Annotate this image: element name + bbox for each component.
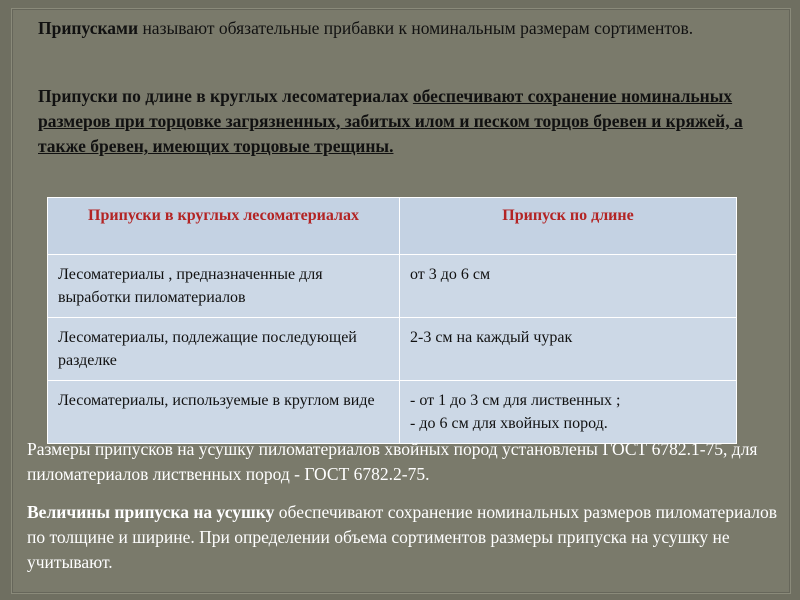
- length-allowance-underlined: обеспечивают сохранение номинальных размеров при торцовке загрязненных, забитых илом и песком торцов бревен и кряжей, а также бревен, имеющих торцовые трещины.: [38, 86, 743, 156]
- table-row: [48, 255, 737, 318]
- intro-term: Припусками: [38, 18, 139, 38]
- header-length-allowance: Припуск по длине: [400, 198, 737, 255]
- length-allowance-lead: Припуски по длине в круглых лесоматериалах: [38, 86, 413, 106]
- table-row: [48, 381, 737, 444]
- cell-allowance: [400, 381, 737, 444]
- shrinkage-text: обеспечивают сохранение номинальных размеров пиломатериалов по толщине и ширине. При определении объема сортиментов размеры припуска на усушку не учитывают.: [27, 502, 778, 572]
- allowance-line: - до 6 см для хвойных пород.: [410, 415, 608, 432]
- table-row: [48, 318, 737, 381]
- intro-text: называют обязательные прибавки к номинальным размерам сортиментов.: [138, 18, 694, 38]
- shrinkage-term: Величины припуска на усушку: [27, 502, 275, 522]
- shrinkage-paragraph: [27, 500, 787, 575]
- intro-paragraph: [38, 16, 758, 41]
- allowance-line: - от 1 до 3 см для лиственных ;: [410, 392, 621, 409]
- cell-material: Лесоматериалы, подлежащие последующей разделке: [48, 318, 400, 381]
- cell-allowance: [400, 318, 737, 381]
- table-header-row: [48, 198, 737, 255]
- cell-allowance: [400, 255, 737, 318]
- allowance-line: от 3 до 6 см: [410, 266, 491, 283]
- length-allowance-paragraph: [38, 84, 758, 159]
- header-material: Припуски в круглых лесоматериалах: [48, 198, 400, 255]
- cell-material: Лесоматериалы, используемые в круглом виде: [48, 381, 400, 444]
- allowance-table: [47, 197, 737, 444]
- cell-material: Лесоматериалы , предназначенные для выработки пиломатериалов: [48, 255, 400, 318]
- allowance-line: 2-3 см на каждый чурак: [410, 329, 573, 346]
- gost-paragraph: Размеры припусков на усушку пиломатериалов хвойных пород установлены ГОСТ 6782.1-75, для пиломатериалов лиственных пород - ГОСТ 6782.2-75.: [27, 439, 758, 484]
